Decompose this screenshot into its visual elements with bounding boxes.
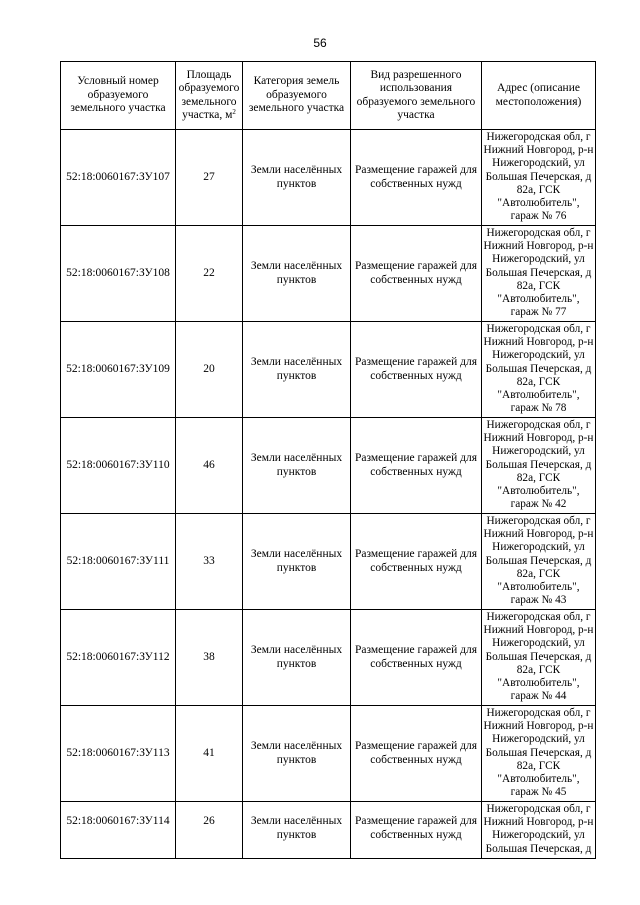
cell-use: Размещение гаражей для собственных нужд bbox=[351, 130, 482, 226]
cell-area: 27 bbox=[176, 130, 243, 226]
cell-category: Земли населённых пунктов bbox=[243, 418, 351, 514]
cell-cadastral: 52:18:0060167:ЗУ110 bbox=[61, 418, 176, 514]
cell-area: 22 bbox=[176, 226, 243, 322]
cell-address: Нижегородская обл, г Нижний Новгород, р-н Нижегородский, ул Большая Печерская, д 82а, ГСК "Автолюбитель", гараж № 44 bbox=[482, 610, 596, 706]
table-row bbox=[61, 418, 596, 514]
cell-address: Нижегородская обл, г Нижний Новгород, р-н Нижегородский, ул Большая Печерская, д 82а, ГСК "Автолюбитель", гараж № 45 bbox=[482, 706, 596, 802]
header-area-text: Площадь образуемого земельного участка, м bbox=[178, 68, 240, 121]
table-row bbox=[61, 130, 596, 226]
header-address: Адрес (описание местоположения) bbox=[482, 62, 596, 130]
cell-use: Размещение гаражей для собственных нужд bbox=[351, 706, 482, 802]
table-row bbox=[61, 226, 596, 322]
cell-address: Нижегородская обл, г Нижний Новгород, р-н Нижегородский, ул Большая Печерская, д 82а, ГСК "Автолюбитель", гараж № 43 bbox=[482, 514, 596, 610]
cell-category: Земли населённых пунктов bbox=[243, 322, 351, 418]
cell-category: Земли населённых пунктов bbox=[243, 802, 351, 859]
table-row bbox=[61, 802, 596, 859]
page-number: 56 bbox=[313, 36, 327, 50]
cell-category: Земли населённых пунктов bbox=[243, 130, 351, 226]
land-plots-table bbox=[60, 61, 596, 859]
header-category: Категория земель образуемого земельного участка bbox=[243, 62, 351, 130]
cell-category: Земли населённых пунктов bbox=[243, 706, 351, 802]
cell-address: Нижегородская обл, г Нижний Новгород, р-н Нижегородский, ул Большая Печерская, д 82а, ГСК "Автолюбитель", гараж № 77 bbox=[482, 226, 596, 322]
cell-address: Нижегородская обл, г Нижний Новгород, р-н Нижегородский, ул Большая Печерская, д 82а, ГСК "Автолюбитель", гараж № 78 bbox=[482, 322, 596, 418]
cell-use: Размещение гаражей для собственных нужд bbox=[351, 610, 482, 706]
table-header-row bbox=[61, 62, 596, 130]
cell-cadastral: 52:18:0060167:ЗУ114 bbox=[61, 802, 176, 859]
header-cadastral: Условный номер образуемого земельного участка bbox=[61, 62, 176, 130]
cell-use: Размещение гаражей для собственных нужд bbox=[351, 802, 482, 859]
cell-category: Земли населённых пунктов bbox=[243, 514, 351, 610]
cell-use: Размещение гаражей для собственных нужд bbox=[351, 322, 482, 418]
cell-category: Земли населённых пунктов bbox=[243, 226, 351, 322]
cell-area: 38 bbox=[176, 610, 243, 706]
header-area bbox=[176, 62, 243, 130]
cell-cadastral: 52:18:0060167:ЗУ108 bbox=[61, 226, 176, 322]
cell-area: 46 bbox=[176, 418, 243, 514]
cell-address: Нижегородская обл, г Нижний Новгород, р-н Нижегородский, ул Большая Печерская, д 82а, ГСК "Автолюбитель", гараж № 76 bbox=[482, 130, 596, 226]
cell-address: Нижегородская обл, г Нижний Новгород, р-н Нижегородский, ул Большая Печерская, д bbox=[482, 802, 596, 859]
cell-area: 20 bbox=[176, 322, 243, 418]
table-row bbox=[61, 706, 596, 802]
cell-use: Размещение гаражей для собственных нужд bbox=[351, 514, 482, 610]
cell-cadastral: 52:18:0060167:ЗУ109 bbox=[61, 322, 176, 418]
header-use: Вид разрешенного использования образуемого земельного участка bbox=[351, 62, 482, 130]
cell-use: Размещение гаражей для собственных нужд bbox=[351, 226, 482, 322]
cell-cadastral: 52:18:0060167:ЗУ112 bbox=[61, 610, 176, 706]
cell-use: Размещение гаражей для собственных нужд bbox=[351, 418, 482, 514]
cell-cadastral: 52:18:0060167:ЗУ111 bbox=[61, 514, 176, 610]
table-row bbox=[61, 514, 596, 610]
cell-address: Нижегородская обл, г Нижний Новгород, р-н Нижегородский, ул Большая Печерская, д 82а, ГСК "Автолюбитель", гараж № 42 bbox=[482, 418, 596, 514]
cell-cadastral: 52:18:0060167:ЗУ107 bbox=[61, 130, 176, 226]
cell-cadastral: 52:18:0060167:ЗУ113 bbox=[61, 706, 176, 802]
table-row bbox=[61, 610, 596, 706]
table-row bbox=[61, 322, 596, 418]
cell-category: Земли населённых пунктов bbox=[243, 610, 351, 706]
cell-area: 41 bbox=[176, 706, 243, 802]
cell-area: 33 bbox=[176, 514, 243, 610]
header-area-unit-sup: 2 bbox=[232, 108, 236, 116]
cell-area: 26 bbox=[176, 802, 243, 859]
